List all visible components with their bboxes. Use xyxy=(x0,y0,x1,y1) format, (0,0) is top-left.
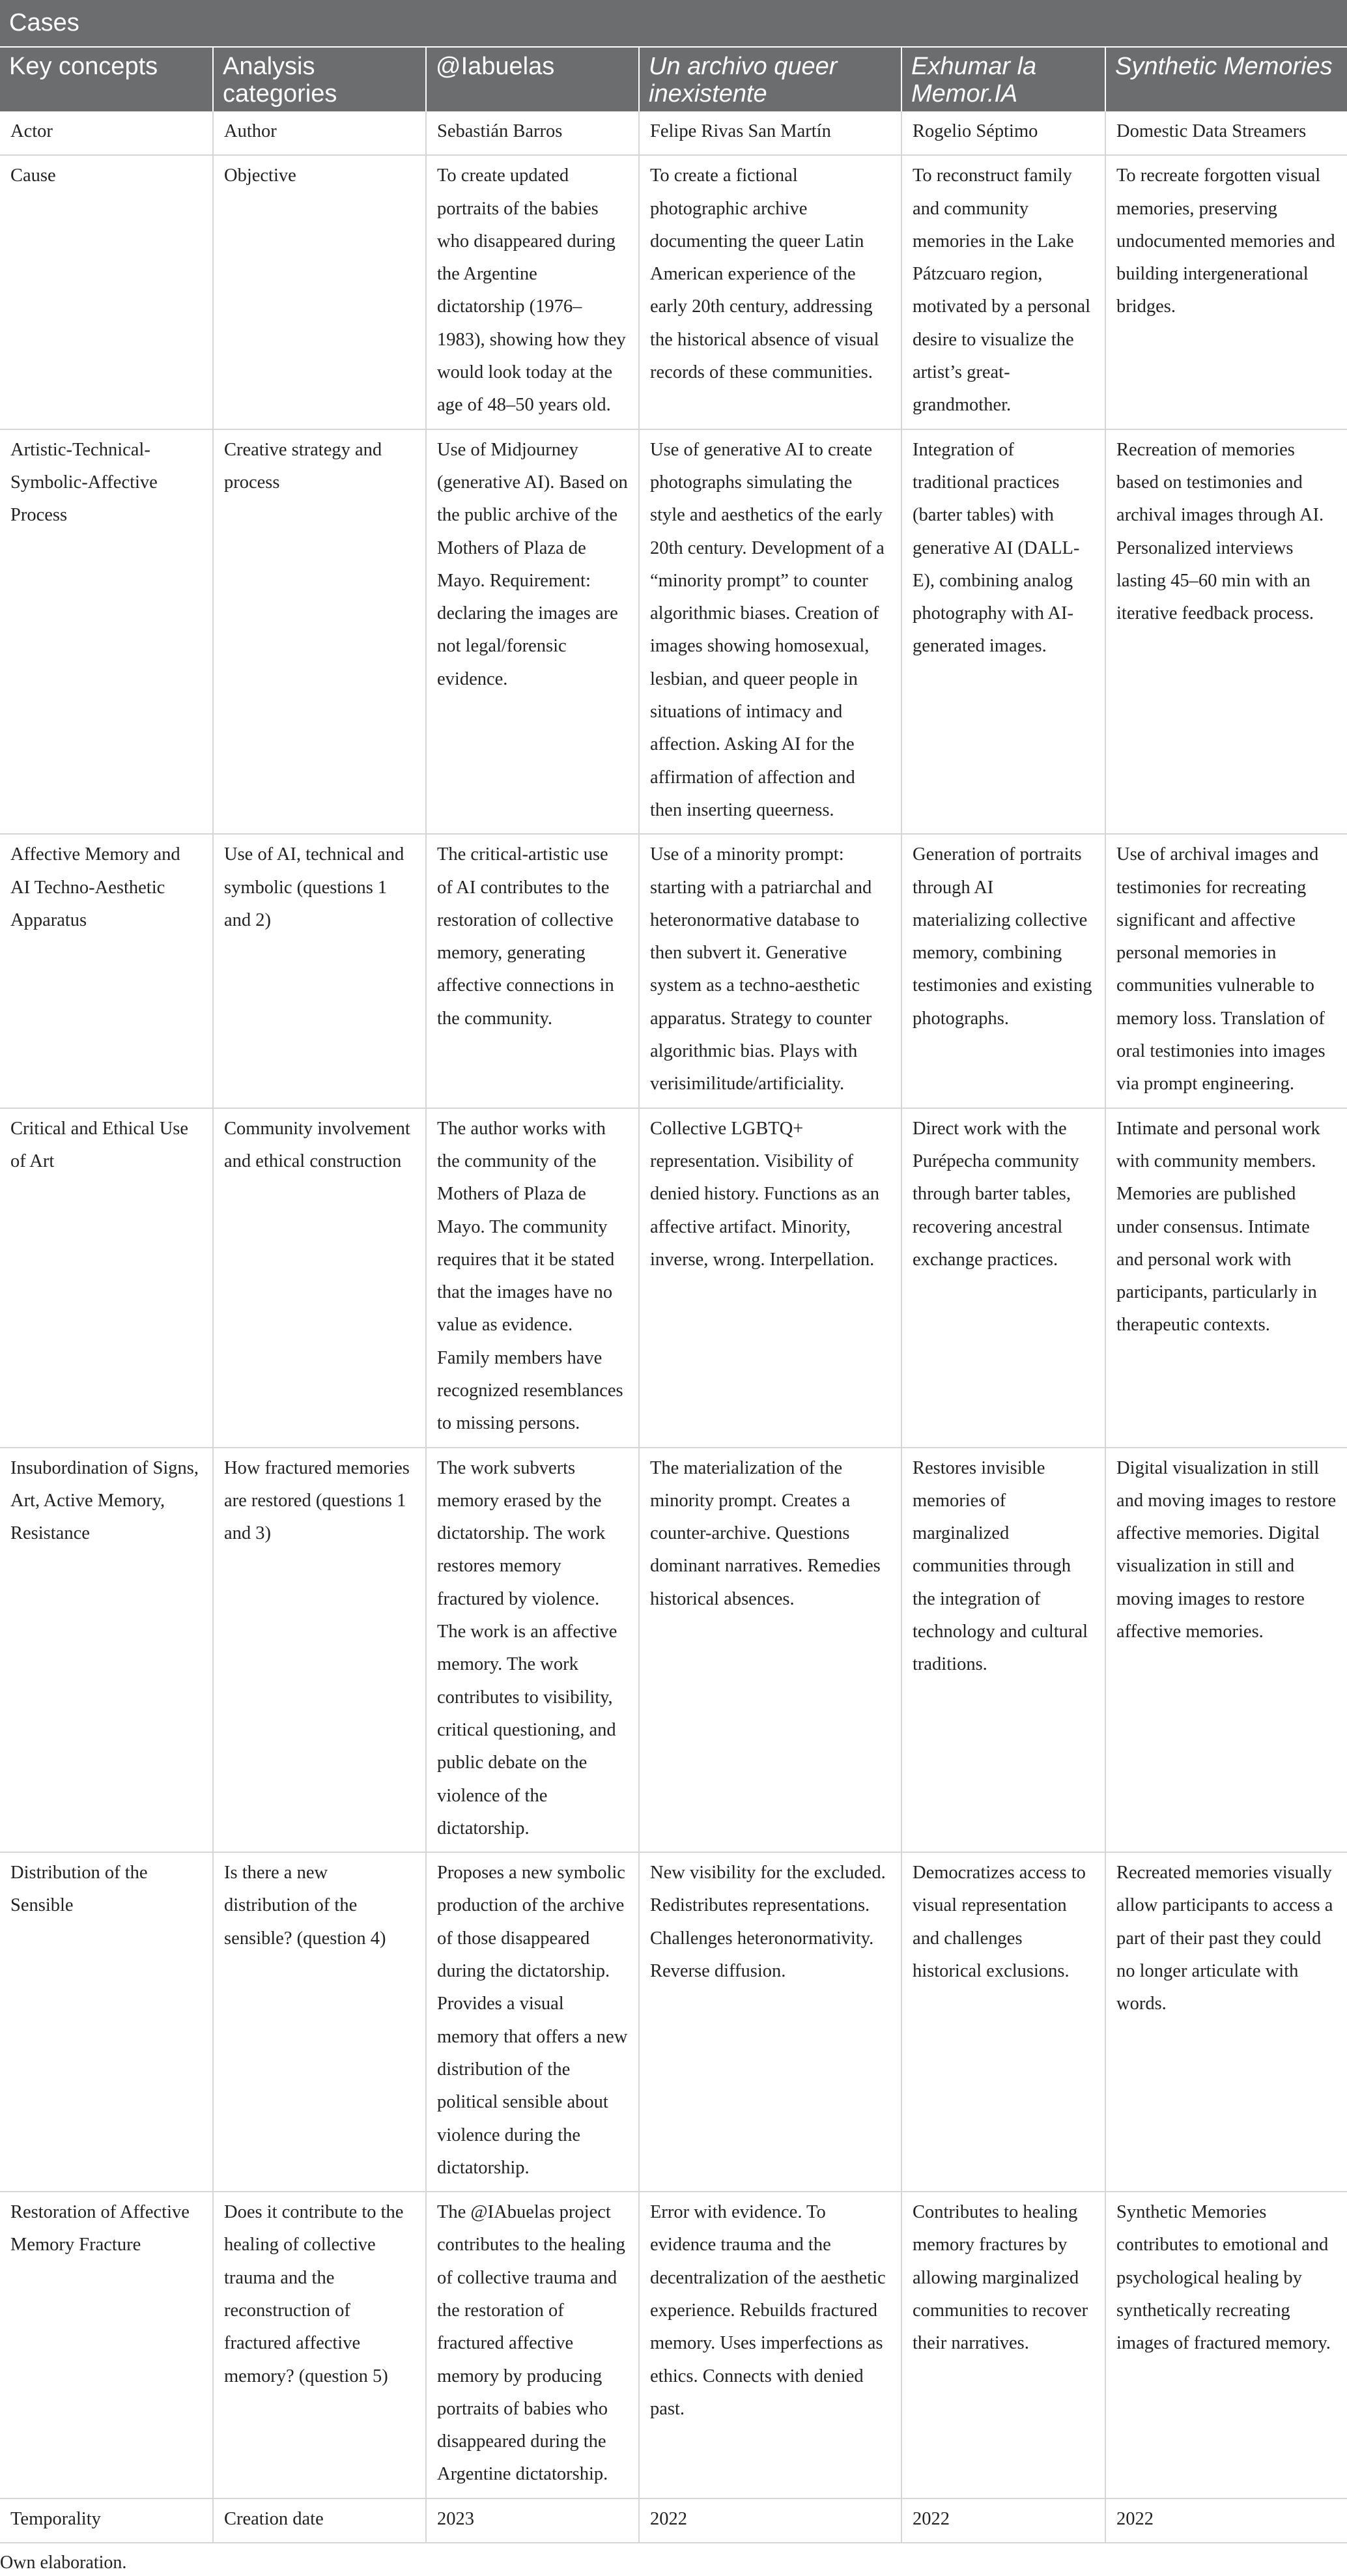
cell-archivo-queer: To create a fictional photographic archive documenting the queer Latin American experience of the early 20th century, addressing the historical absence of visual records of these communities. xyxy=(639,155,901,429)
cell-analysis-category: Author xyxy=(213,111,426,155)
table-footnote: Own elaboration. xyxy=(0,2553,127,2573)
cell-synthetic-memories: 2022 xyxy=(1105,2498,1347,2543)
cell-iabuelas: The critical-artistic use of AI contributes to the restoration of collective memory, generating affective connections in the community. xyxy=(426,834,639,1108)
header-exhumar-la-memoria: Exhumar la Memor.IA xyxy=(901,47,1105,111)
header-row xyxy=(0,47,1347,111)
cell-key-concept: Artistic-Technical-Symbolic-Affective Process xyxy=(0,429,213,835)
cell-synthetic-memories: Synthetic Memories contributes to emotional and psychological healing by synthetically recreating images of fractured memory. xyxy=(1105,2192,1347,2498)
cell-exhumar-memoria: Rogelio Séptimo xyxy=(901,111,1105,155)
cell-key-concept: Affective Memory and AI Techno-Aesthetic Apparatus xyxy=(0,834,213,1108)
cell-key-concept: Cause xyxy=(0,155,213,429)
cell-archivo-queer: Collective LGBTQ+ representation. Visibility of denied history. Functions as an affective artifact. Minority, inverse, wrong. Interpellation. xyxy=(639,1108,901,1448)
table-row xyxy=(0,111,1347,155)
cell-analysis-category: Objective xyxy=(213,155,426,429)
cell-key-concept: Temporality xyxy=(0,2498,213,2543)
cell-archivo-queer: 2022 xyxy=(639,2498,901,2543)
cell-iabuelas: Sebastián Barros xyxy=(426,111,639,155)
cell-exhumar-memoria: Restores invisible memories of marginalized communities through the integration of technology and cultural traditions. xyxy=(901,1448,1105,1853)
cell-archivo-queer: Felipe Rivas San Martín xyxy=(639,111,901,155)
cell-iabuelas: The author works with the community of the Mothers of Plaza de Mayo. The community requires that it be stated that the images have no value as evidence. Family members have recognized resemblances to missing persons. xyxy=(426,1108,639,1448)
cell-analysis-category: Is there a new distribution of the sensible? (question 4) xyxy=(213,1852,426,2192)
cell-iabuelas: The work subverts memory erased by the dictatorship. The work restores memory fractured by violence. The work is an affective memory. The work contributes to visibility, critical questioning, and public debate on the violence of the dictatorship. xyxy=(426,1448,639,1853)
header-un-archivo-queer: Un archivo queer inexistente xyxy=(639,47,901,111)
cell-iabuelas: 2023 xyxy=(426,2498,639,2543)
header-synthetic-memories: Synthetic Memories xyxy=(1105,47,1347,111)
table-title-row xyxy=(0,0,1347,47)
cell-key-concept: Actor xyxy=(0,111,213,155)
table-row xyxy=(0,1108,1347,1448)
cell-exhumar-memoria: Contributes to healing memory fractures by allowing marginalized communities to recover their narratives. xyxy=(901,2192,1105,2498)
cell-archivo-queer: New visibility for the excluded. Redistributes representations. Challenges heteronormativity. Reverse diffusion. xyxy=(639,1852,901,2192)
cell-key-concept: Insubordination of Signs, Art, Active Memory, Resistance xyxy=(0,1448,213,1853)
table-row xyxy=(0,834,1347,1108)
cell-synthetic-memories: Recreated memories visually allow participants to access a part of their past they could no longer articulate with words. xyxy=(1105,1852,1347,2192)
cell-exhumar-memoria: 2022 xyxy=(901,2498,1105,2543)
cell-archivo-queer: Error with evidence. To evidence trauma and the decentralization of the aesthetic experience. Rebuilds fractured memory. Uses imperfections as ethics. Connects with denied past. xyxy=(639,2192,901,2498)
cell-key-concept: Critical and Ethical Use of Art xyxy=(0,1108,213,1448)
cell-iabuelas: Use of Midjourney (generative AI). Based on the public archive of the Mothers of Plaza de Mayo. Requirement: declaring the images are not legal/forensic evidence. xyxy=(426,429,639,835)
cell-exhumar-memoria: Integration of traditional practices (barter tables) with generative AI (DALL-E), combining analog photography with AI-generated images. xyxy=(901,429,1105,835)
cell-exhumar-memoria: To reconstruct family and community memories in the Lake Pátzcuaro region, motivated by a personal desire to visualize the artist’s great-grandmother. xyxy=(901,155,1105,429)
table-row xyxy=(0,2192,1347,2498)
cell-exhumar-memoria: Generation of portraits through AI materializing collective memory, combining testimonies and existing photographs. xyxy=(901,834,1105,1108)
table-row xyxy=(0,2498,1347,2543)
cell-iabuelas: Proposes a new symbolic production of the archive of those disappeared during the dictatorship. Provides a visual memory that offers a new distribution of the political sensible about violence during the dictatorship. xyxy=(426,1852,639,2192)
table-row xyxy=(0,429,1347,835)
cell-analysis-category: Use of AI, technical and symbolic (questions 1 and 2) xyxy=(213,834,426,1108)
table-row xyxy=(0,1852,1347,2192)
cell-analysis-category: Does it contribute to the healing of collective trauma and the reconstruction of fractured affective memory? (question 5) xyxy=(213,2192,426,2498)
cell-archivo-queer: Use of a minority prompt: starting with a patriarchal and heteronormative database to then subvert it. Generative system as a techno-aesthetic apparatus. Strategy to counter algorithmic bias. Plays with verisimilitude/artificiality. xyxy=(639,834,901,1108)
cell-iabuelas: The @IAbuelas project contributes to the healing of collective trauma and the restoration of fractured affective memory by producing portraits of babies who disappeared during the Argentine dictatorship. xyxy=(426,2192,639,2498)
table-title: Cases xyxy=(0,0,1347,47)
table-row xyxy=(0,1448,1347,1853)
cell-synthetic-memories: Use of archival images and testimonies for recreating significant and affective personal memories in communities vulnerable to memory loss. Translation of oral testimonies into images via prompt engineering. xyxy=(1105,834,1347,1108)
cell-archivo-queer: Use of generative AI to create photographs simulating the style and aesthetics of the early 20th century. Development of a “minority prompt” to counter algorithmic biases. Creation of images showing homosexual, lesbian, and queer people in situations of intimacy and affection. Asking AI for the affirmation of affection and then inserting queerness. xyxy=(639,429,901,835)
header-key-concepts: Key concepts xyxy=(0,47,213,111)
cell-exhumar-memoria: Democratizes access to visual representation and challenges historical exclusions. xyxy=(901,1852,1105,2192)
cell-synthetic-memories: Domestic Data Streamers xyxy=(1105,111,1347,155)
table-row xyxy=(0,155,1347,429)
cell-analysis-category: Community involvement and ethical construction xyxy=(213,1108,426,1448)
cell-iabuelas: To create updated portraits of the babies who disappeared during the Argentine dictatorship (1976–1983), showing how they would look today at the age of 48–50 years old. xyxy=(426,155,639,429)
header-iabuelas: @Iabuelas xyxy=(426,47,639,111)
cell-synthetic-memories: Recreation of memories based on testimonies and archival images through AI. Personalized interviews lasting 45–60 min with an iterative feedback process. xyxy=(1105,429,1347,835)
cell-analysis-category: How fractured memories are restored (questions 1 and 3) xyxy=(213,1448,426,1853)
header-analysis-categories: Analysis categories xyxy=(213,47,426,111)
cell-synthetic-memories: Digital visualization in still and moving images to restore affective memories. Digital visualization in still and moving images to restore affective memories. xyxy=(1105,1448,1347,1853)
cell-archivo-queer: The materialization of the minority prompt. Creates a counter-archive. Questions dominant narratives. Remedies historical absences. xyxy=(639,1448,901,1853)
cell-key-concept: Distribution of the Sensible xyxy=(0,1852,213,2192)
cell-exhumar-memoria: Direct work with the Purépecha community through barter tables, recovering ancestral exchange practices. xyxy=(901,1108,1105,1448)
cell-synthetic-memories: Intimate and personal work with community members. Memories are published under consensus. Intimate and personal work with participants, particularly in therapeutic contexts. xyxy=(1105,1108,1347,1448)
cell-analysis-category: Creative strategy and process xyxy=(213,429,426,835)
table-body xyxy=(0,111,1347,2543)
cell-key-concept: Restoration of Affective Memory Fracture xyxy=(0,2192,213,2498)
cell-analysis-category: Creation date xyxy=(213,2498,426,2543)
cell-synthetic-memories: To recreate forgotten visual memories, preserving undocumented memories and building intergenerational bridges. xyxy=(1105,155,1347,429)
